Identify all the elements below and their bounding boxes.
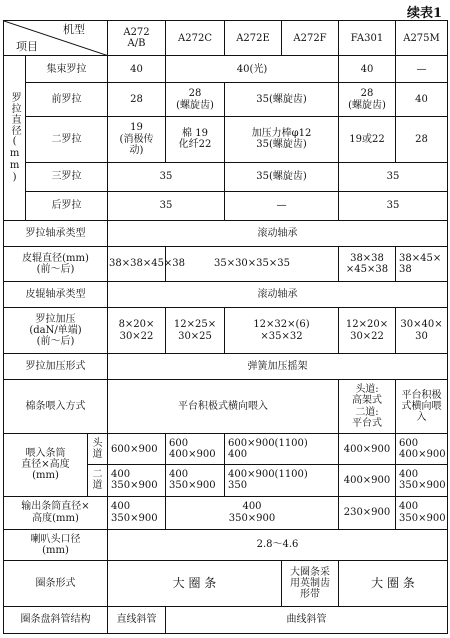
row-label-back-roller: 后罗拉 xyxy=(26,191,108,220)
cell: 40 xyxy=(339,56,396,83)
continued-table-title: 续表1 xyxy=(406,6,442,21)
cell: 19或22 xyxy=(339,116,396,162)
cell: 400×900 xyxy=(339,465,396,496)
roller-diameter-group-label: 罗拉直径(mm) xyxy=(4,56,26,220)
cell: 38×38 ×45×38 xyxy=(339,246,396,281)
cell: 400 350×900 xyxy=(108,496,166,529)
cell: 35(螺旋齿) xyxy=(225,83,339,116)
cell: 35 xyxy=(108,162,225,191)
cell: 12×25× 30×25 xyxy=(166,308,225,354)
cell: 400×900 xyxy=(339,434,396,465)
cell: 400 350×900 xyxy=(166,496,339,529)
row-label-roller-pressure: 罗拉加压 (daN/单端) (前～后) xyxy=(4,308,108,354)
cell: 400 350×900 xyxy=(396,465,448,496)
row-label-leather-roller-diameter: 皮辊直径(mm) (前～后) xyxy=(4,246,108,281)
row-label-feeding-method: 棉条喂入方式 xyxy=(4,379,108,433)
cell: 400 350×900 xyxy=(396,496,448,529)
model-a272f: A272F xyxy=(282,21,339,56)
cell: 230×900 xyxy=(339,496,396,529)
cell: 30×40× 30 xyxy=(396,308,448,354)
row-label-trumpet-bore: 喇叭头口径 (mm) xyxy=(4,529,108,560)
row-label-output-can: 输出条筒直径× 高度(mm) xyxy=(4,496,108,529)
sub-label-first-pass: 头道 xyxy=(88,434,108,465)
row-label-coiler-form: 圈条形式 xyxy=(4,561,108,607)
cell: — xyxy=(225,191,339,220)
cell: 曲线斜管 xyxy=(166,606,448,633)
cell: 2.8～4.6 xyxy=(108,529,448,560)
cell: 35 xyxy=(339,162,448,191)
cell: 35 xyxy=(339,191,448,220)
sub-label-second-pass: 二道 xyxy=(88,465,108,496)
row-label-coiler-tube: 圈条盘斜管结构 xyxy=(4,606,108,633)
header-item-label: 项目 xyxy=(16,40,38,54)
cell: 40 xyxy=(396,83,448,116)
cell: 38×45× 38 xyxy=(396,246,448,281)
cell: 400 350×900 xyxy=(108,465,166,496)
model-a272e: A272E xyxy=(225,21,282,56)
cell: 28 xyxy=(396,116,448,162)
cell: 12×20× 30×22 xyxy=(339,308,396,354)
cell: 大 圈 条 xyxy=(339,561,448,607)
cell: 600 400×900 xyxy=(396,434,448,465)
cell: 直线斜管 xyxy=(108,606,166,633)
model-a272ab: A272 A/B xyxy=(108,21,166,56)
model-a275m: A275M xyxy=(396,21,448,56)
cell: 滚动轴承 xyxy=(108,282,448,308)
cell: 8×20× 30×22 xyxy=(108,308,166,354)
header-model-label: 机型 xyxy=(63,23,85,36)
cell: 12×32×(6) ×35×32 xyxy=(225,308,339,354)
cell: 35 xyxy=(108,191,225,220)
cell: 弹簧加压摇架 xyxy=(108,353,448,379)
cell: 400×900(1100) 350 xyxy=(225,465,339,496)
cell: 38×38×45×38 xyxy=(108,246,166,281)
cell: 棉 19 化纤22 xyxy=(166,116,225,162)
cell: 40 xyxy=(108,56,166,83)
cell: 19 (消极传 动) xyxy=(108,116,166,162)
cell: 400 350×900 xyxy=(166,465,225,496)
row-label-front-roller: 前罗拉 xyxy=(26,83,108,116)
cell: 28 xyxy=(108,83,166,116)
row-label-pressure-form: 罗拉加压形式 xyxy=(4,353,108,379)
cell: 平台积极式横向喂入 xyxy=(108,379,339,433)
model-fa301: FA301 xyxy=(339,21,396,56)
cell: 35×30×35×35 xyxy=(166,246,339,281)
row-label-collect-roller: 集束罗拉 xyxy=(26,56,108,83)
cell: 600 400×900 xyxy=(166,434,225,465)
cell: 28 (螺旋齿) xyxy=(339,83,396,116)
cell: 600×900(1100) 400 xyxy=(225,434,339,465)
row-label-third-roller: 三罗拉 xyxy=(26,162,108,191)
cell: 大 圈 条 xyxy=(108,561,282,607)
row-label-leather-bearing: 皮辊轴承类型 xyxy=(4,282,108,308)
model-a272c: A272C xyxy=(166,21,225,56)
cell: — xyxy=(396,56,448,83)
cell: 大圈条采 用英制齿 形带 xyxy=(282,561,339,607)
cell: 600×900 xyxy=(108,434,166,465)
cell: 平台积极 式横向喂 入 xyxy=(396,379,448,433)
cell: 40(光) xyxy=(166,56,339,83)
cell: 滚动轴承 xyxy=(108,220,448,246)
row-label-feed-can: 喂入条筒 直径×高度 (mm) xyxy=(4,434,88,496)
row-label-roller-bearing: 罗拉轴承类型 xyxy=(4,220,108,246)
cell: 35(螺旋齿) xyxy=(225,162,339,191)
row-label-second-roller: 二罗拉 xyxy=(26,116,108,162)
header-corner xyxy=(4,21,108,56)
cell: 加压力棒φ12 35(螺旋齿) xyxy=(225,116,339,162)
cell: 头道: 高架式 二道: 平台式 xyxy=(339,379,396,433)
spec-table xyxy=(3,20,448,634)
cell: 28 (螺旋齿) xyxy=(166,83,225,116)
